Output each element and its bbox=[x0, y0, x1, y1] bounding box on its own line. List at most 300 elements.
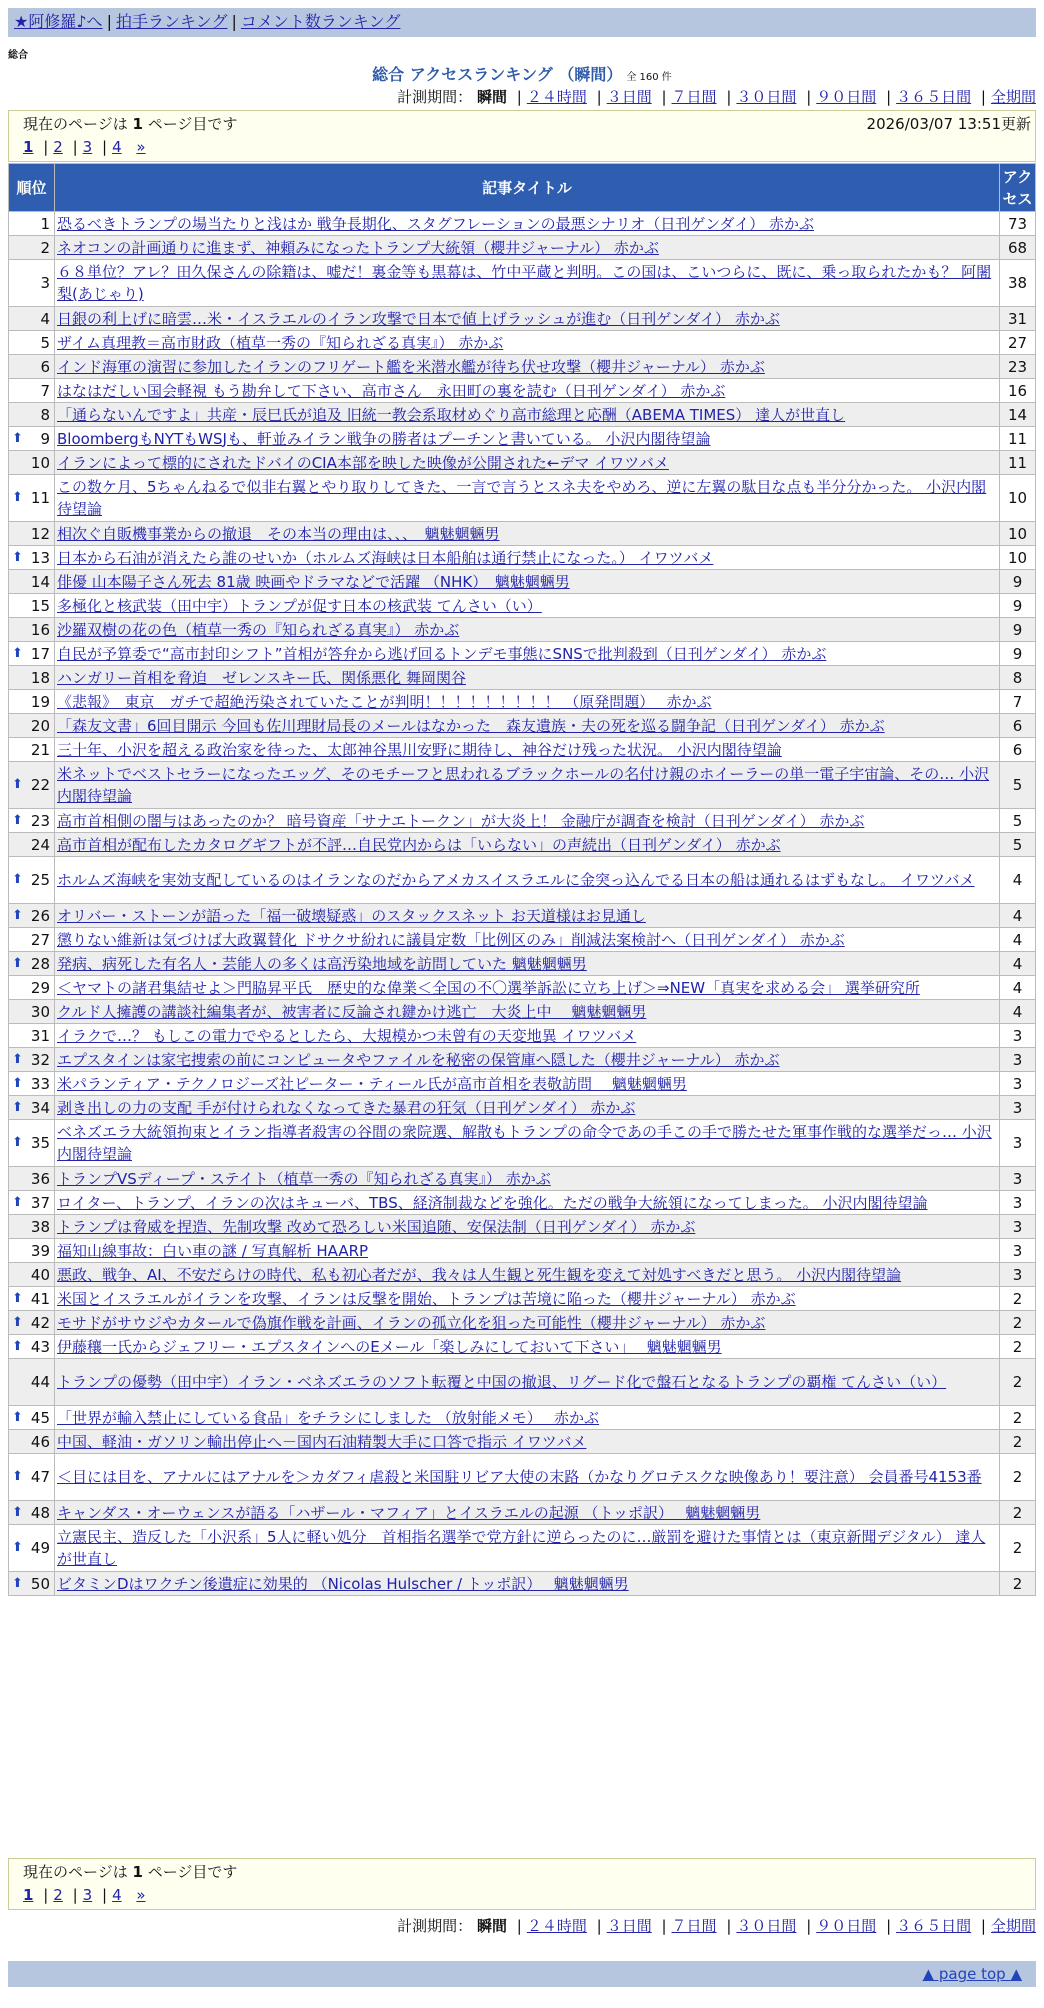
article-title-link[interactable]: 懲りない維新は気づけば大政翼賛化 ドサクサ紛れに議員定数「比例区のみ」削減法案検討へ（日刊ゲンダイ） 赤かぶ bbox=[57, 930, 845, 949]
period-link-3d[interactable]: ３日間 bbox=[606, 88, 652, 106]
rank-number: 21 bbox=[30, 740, 50, 759]
table-row bbox=[9, 594, 1036, 618]
article-title-link[interactable]: 自民が予算委で“高市封印シフト”首相が答弁から逃げ回るトンデモ事態にSNSで批判殺到（日刊ゲンダイ） 赤かぶ bbox=[57, 644, 827, 663]
article-title-link[interactable]: ホルムズ海峡を実効支配しているのはイランなのだからアメカスイスラエルに金突っ込んでる日本の船は通れるはずもなし。 イワツバメ bbox=[57, 871, 975, 889]
article-title-link[interactable]: トランプの優勢（田中宇）イラン・ベネズエラのソフト転覆と中国の撤退、リグード化で盤石となるトランプの覇権 てんさい（い） bbox=[57, 1373, 947, 1391]
rank-number: 24 bbox=[30, 835, 50, 854]
access-count: 11 bbox=[1000, 427, 1036, 451]
title-cell bbox=[55, 1501, 1000, 1525]
rank-number: 22 bbox=[30, 776, 50, 794]
rank-number: 12 bbox=[30, 524, 50, 543]
period-label: 計測期間： bbox=[397, 88, 473, 106]
title-cell bbox=[55, 1359, 1000, 1406]
rank-cell bbox=[9, 904, 55, 928]
period-link-90d[interactable]: ９０日間 bbox=[816, 88, 877, 106]
page-title-text: 総合 アクセスランキング （瞬間） bbox=[372, 65, 623, 84]
title-cell bbox=[55, 570, 1000, 594]
rank-number: 45 bbox=[30, 1408, 50, 1427]
table-row bbox=[9, 1406, 1036, 1430]
rank-number: 19 bbox=[30, 692, 50, 711]
access-count: 2 bbox=[1000, 1430, 1036, 1454]
title-cell bbox=[55, 976, 1000, 1000]
access-count: 2 bbox=[1000, 1572, 1036, 1596]
article-title-link[interactable]: 立憲民主、造反した「小沢系」5人に軽い処分 首相指名選挙で党方針に逆らったのに…厳罰を避けた事情とは（東京新聞デジタル） 達人が世直し bbox=[57, 1528, 986, 1568]
rank-up-arrow-icon: ⬆ bbox=[12, 872, 23, 887]
table-row bbox=[9, 1048, 1036, 1072]
rank-cell bbox=[9, 666, 55, 690]
rank-number: 44 bbox=[30, 1373, 50, 1391]
article-title-link[interactable]: 三十年、小沢を超える政治家を待った、太郎神谷黒川安野に期待し、神谷だけ残った状況。 小沢内閣待望論 bbox=[57, 740, 782, 759]
rank-cell bbox=[9, 1024, 55, 1048]
rank-cell bbox=[9, 307, 55, 331]
article-title-link[interactable]: インド海軍の演習に参加したイランのフリゲート艦を米潜水艦が待ち伏せ攻撃（櫻井ジャーナル） 赤かぶ bbox=[57, 357, 765, 376]
rank-cell bbox=[9, 642, 55, 666]
title-cell bbox=[55, 833, 1000, 857]
article-title-link[interactable]: モサドがサウジやカタールで偽旗作戦を計画、イランの孤立化を狙った可能性（櫻井ジャーナル） 赤かぶ bbox=[57, 1313, 766, 1332]
access-count: 7 bbox=[1000, 690, 1036, 714]
rank-cell bbox=[9, 1239, 55, 1263]
rank-up-arrow-icon: ⬆ bbox=[12, 549, 23, 565]
article-title-link[interactable]: 中国、軽油・ガソリン輸出停止へ－国内石油精製大手に口答で指示 イワツバメ bbox=[57, 1432, 587, 1451]
article-title-link[interactable]: この数ケ月、5ちゃんねるで似非右翼とやり取りしてきた、一言で言うとスネ夫をやめろ、逆に左翼の駄目な点も半分分かった。 小沢内閣待望論 bbox=[57, 478, 987, 518]
page-link-4[interactable]: 4 bbox=[112, 1886, 122, 1904]
table-row bbox=[9, 1215, 1036, 1239]
rank-number: 46 bbox=[30, 1432, 50, 1451]
title-cell bbox=[55, 1239, 1000, 1263]
rank-number: 17 bbox=[30, 644, 50, 663]
access-count: 2 bbox=[1000, 1335, 1036, 1359]
access-count: 3 bbox=[1000, 1120, 1036, 1167]
period-current: 瞬間 bbox=[476, 88, 507, 106]
rank-number: 39 bbox=[30, 1241, 50, 1260]
rank-cell bbox=[9, 809, 55, 833]
article-title-link[interactable]: ハンガリー首相を脅迫 ゼレンスキー氏、関係悪化 舞岡関谷 bbox=[57, 668, 466, 687]
table-row bbox=[9, 379, 1036, 403]
title-cell bbox=[55, 212, 1000, 236]
article-title-link[interactable]: イラクで…？ もしこの電力でやるとしたら、大規模かつ未曾有の天変地異 イワツバメ bbox=[57, 1026, 637, 1045]
rank-number: 29 bbox=[30, 978, 50, 997]
rank-cell bbox=[9, 427, 55, 451]
access-count: 10 bbox=[1000, 546, 1036, 570]
current-page-number: 1 bbox=[132, 1863, 143, 1881]
article-title-link[interactable]: 剥き出しの力の支配 手が付けられなくなってきた暴君の狂気（日刊ゲンダイ） 赤かぶ bbox=[57, 1098, 636, 1117]
page-info-top bbox=[8, 110, 1036, 162]
title-cell bbox=[55, 1024, 1000, 1048]
period-link-30d[interactable]: ３０日間 bbox=[736, 1917, 797, 1935]
rank-cell bbox=[9, 1359, 55, 1406]
article-title-link[interactable]: 高市首相が配布したカタログギフトが不評…自民党内からは「いらない」の声続出（日刊ゲンダイ） 赤かぶ bbox=[57, 835, 781, 854]
rank-number: 31 bbox=[30, 1026, 50, 1045]
title-cell bbox=[55, 1000, 1000, 1024]
article-title-link[interactable]: ザイム真理教＝高市財政（植草一秀の『知られざる真実』） 赤かぶ bbox=[57, 333, 504, 352]
rank-cell bbox=[9, 714, 55, 738]
table-row bbox=[9, 427, 1036, 451]
access-count: 2 bbox=[1000, 1287, 1036, 1311]
title-cell bbox=[55, 642, 1000, 666]
table-row bbox=[9, 1191, 1036, 1215]
title-cell bbox=[55, 1191, 1000, 1215]
table-row bbox=[9, 451, 1036, 475]
table-row bbox=[9, 738, 1036, 762]
article-title-link[interactable]: 伊藤穰一氏からジェフリー・エプスタインへのEメール「楽しみにしておいて下さい」 魑魅魍魎男 bbox=[57, 1337, 722, 1356]
title-cell bbox=[55, 1406, 1000, 1430]
article-title-link[interactable]: トランプは脅威を捏造、先制攻撃 改めて恐ろしい米国追随、安保法制（日刊ゲンダイ） 赤かぶ bbox=[57, 1217, 696, 1236]
nav-link-applause-ranking[interactable]: 拍手ランキング bbox=[115, 12, 228, 31]
page-link-1[interactable]: 1 bbox=[23, 138, 34, 156]
rank-cell bbox=[9, 260, 55, 307]
table-row bbox=[9, 1000, 1036, 1024]
ranking-table bbox=[8, 163, 1036, 1596]
rank-number: 34 bbox=[30, 1098, 50, 1117]
table-row bbox=[9, 976, 1036, 1000]
table-row bbox=[9, 212, 1036, 236]
article-title-link[interactable]: 相次ぐ自販機事業からの撤退 その本当の理由は、、、 魑魅魍魎男 bbox=[57, 524, 500, 543]
nav-link-asyura-home[interactable]: ★阿修羅♪へ bbox=[14, 12, 103, 31]
rank-number: 35 bbox=[30, 1134, 50, 1152]
rank-number: 15 bbox=[30, 596, 50, 615]
rank-number: 4 bbox=[40, 309, 50, 328]
article-title-link[interactable]: ＜ヤマトの諸君集結せよ＞門脇昇平氏 歴史的な偉業＜全国の不〇選挙訴訟に立ち上げ＞⇒NEW「真実を求める会」 選挙研究所 bbox=[57, 978, 920, 997]
header-title: 記事タイトル bbox=[55, 164, 1000, 212]
title-cell bbox=[55, 1048, 1000, 1072]
rank-number: 20 bbox=[30, 716, 50, 735]
rank-up-arrow-icon: ⬆ bbox=[12, 1575, 23, 1591]
title-cell bbox=[55, 1215, 1000, 1239]
rank-number: 40 bbox=[30, 1265, 50, 1284]
title-cell bbox=[55, 1263, 1000, 1287]
table-row bbox=[9, 546, 1036, 570]
article-title-link[interactable]: クルド人擁護の講談社編集者が、被害者に反論され鍵かけ逃亡 大炎上中 魑魅魍魎男 bbox=[57, 1002, 647, 1021]
article-title-link[interactable]: イランによって標的にされたドバイのCIA本部を映した映像が公開された←デマ イワツバメ bbox=[57, 453, 669, 472]
rank-cell bbox=[9, 1430, 55, 1454]
rank-cell bbox=[9, 1501, 55, 1525]
table-row bbox=[9, 475, 1036, 522]
rank-cell bbox=[9, 976, 55, 1000]
access-count: 3 bbox=[1000, 1024, 1036, 1048]
access-count: 8 bbox=[1000, 666, 1036, 690]
table-row bbox=[9, 618, 1036, 642]
article-title-link[interactable]: 恐るべきトランプの場当たりと浅はか 戦争長期化、スタグフレーションの最悪シナリオ（日刊ゲンダイ） 赤かぶ bbox=[57, 214, 814, 233]
article-title-link[interactable]: 悪政、戦争、AI、不安だらけの時代、私も初心者だが、我々は人生観と死生観を変えて対処すべきだと思う。 小沢内閣待望論 bbox=[57, 1265, 902, 1284]
table-row bbox=[9, 1287, 1036, 1311]
access-count: 3 bbox=[1000, 1239, 1036, 1263]
rank-number: 37 bbox=[30, 1193, 50, 1212]
category-label: 総合 bbox=[8, 50, 28, 61]
access-count: 10 bbox=[1000, 522, 1036, 546]
rank-cell bbox=[9, 403, 55, 427]
table-row bbox=[9, 690, 1036, 714]
rank-cell bbox=[9, 1120, 55, 1167]
page-top-link[interactable]: ▲ page top ▲ bbox=[922, 1965, 1022, 1983]
rank-cell bbox=[9, 331, 55, 355]
article-title-link[interactable]: ロイター、トランプ、イランの次はキューバ、TBS、経済制裁などを強化。ただの戦争大統領になってしまった。 小沢内閣待望論 bbox=[57, 1193, 928, 1212]
title-cell bbox=[55, 307, 1000, 331]
table-row bbox=[9, 1572, 1036, 1596]
pagination-bottom: 1 | 2 | 3 | 4 » bbox=[23, 1886, 146, 1904]
access-count: 3 bbox=[1000, 1167, 1036, 1191]
rank-cell bbox=[9, 1191, 55, 1215]
article-title-link[interactable]: 発病、病死した有名人・芸能人の多くは高汚染地域を訪問していた 魑魅魍魎男 bbox=[57, 954, 587, 973]
access-count: 10 bbox=[1000, 475, 1036, 522]
article-title-link[interactable]: 「森友文書」6回目開示 今回も佐川理財局長のメールはなかった 森友遺族・夫の死を巡る闘争記（日刊ゲンダイ） 赤かぶ bbox=[57, 716, 885, 735]
table-row bbox=[9, 952, 1036, 976]
rank-cell bbox=[9, 738, 55, 762]
rank-cell bbox=[9, 379, 55, 403]
period-link-90d[interactable]: ９０日間 bbox=[816, 1917, 877, 1935]
total-count: 全 160 件 bbox=[626, 72, 672, 83]
page-link-1[interactable]: 1 bbox=[23, 1886, 34, 1904]
rank-up-arrow-icon: ⬆ bbox=[12, 907, 23, 923]
access-count: 4 bbox=[1000, 976, 1036, 1000]
rank-number: 28 bbox=[30, 954, 50, 973]
access-count: 73 bbox=[1000, 212, 1036, 236]
access-count: 4 bbox=[1000, 928, 1036, 952]
article-title-link[interactable]: 高市首相側の闇与はあったのか？ 暗号資産「サナエトークン」が大炎上！ 金融庁が調査を検討（日刊ゲンダイ） 赤かぶ bbox=[57, 811, 865, 830]
title-cell bbox=[55, 1287, 1000, 1311]
article-title-link[interactable]: 「通らないんですよ」共産・辰巳氏が追及 旧統一教会系取材めぐり高市総理と応酬（ABEMA TIMES） 達人が世直し bbox=[57, 405, 846, 424]
article-title-link[interactable]: 日銀の利上げに暗雲…米・イスラエルのイラン攻撃で日本で値上げラッシュが進む（日刊ゲンダイ） 赤かぶ bbox=[57, 309, 780, 328]
period-selector-bottom: 計測期間： 瞬間 | ２４時間 | ３日間 | ７日間 | ３０日間 | ９０日間 | ３６５日間 | 全期間 bbox=[397, 1917, 1036, 1935]
rank-up-arrow-icon: ⬆ bbox=[12, 1099, 23, 1115]
title-cell bbox=[55, 762, 1000, 809]
table-row bbox=[9, 1096, 1036, 1120]
title-cell bbox=[55, 475, 1000, 522]
rank-number: 3 bbox=[40, 274, 50, 292]
table-row bbox=[9, 1263, 1036, 1287]
article-title-link[interactable]: BloombergもNYTもWSJも、軒並みイラン戦争の勝者はプーチンと書いている。 小沢内閣待望論 bbox=[57, 429, 711, 448]
access-count: 6 bbox=[1000, 738, 1036, 762]
article-title-link[interactable]: 俳優 山本陽子さん死去 81歳 映画やドラマなどで活躍 （NHK） 魑魅魍魎男 bbox=[57, 572, 570, 591]
rank-cell bbox=[9, 522, 55, 546]
article-title-link[interactable]: ネオコンの計画通りに進まず、神頼みになったトランプ大統領（櫻井ジャーナル） 赤かぶ bbox=[57, 238, 659, 257]
table-row bbox=[9, 1525, 1036, 1572]
rank-cell bbox=[9, 1406, 55, 1430]
title-cell bbox=[55, 1430, 1000, 1454]
rank-up-arrow-icon: ⬆ bbox=[12, 1194, 23, 1210]
table-row bbox=[9, 1072, 1036, 1096]
table-row bbox=[9, 355, 1036, 379]
table-row bbox=[9, 857, 1036, 904]
rank-cell bbox=[9, 1572, 55, 1596]
period-link-7d[interactable]: ７日間 bbox=[671, 1917, 717, 1935]
title-cell bbox=[55, 1311, 1000, 1335]
period-link-all[interactable]: 全期間 bbox=[990, 1917, 1036, 1935]
access-count: 2 bbox=[1000, 1454, 1036, 1501]
table-row bbox=[9, 1335, 1036, 1359]
article-title-link[interactable]: 福知山線事故：白い車の謎 / 写真解析 HAARP bbox=[57, 1241, 369, 1260]
access-count: 5 bbox=[1000, 762, 1036, 809]
title-cell bbox=[55, 236, 1000, 260]
title-cell bbox=[55, 690, 1000, 714]
access-count: 27 bbox=[1000, 331, 1036, 355]
rank-number: 5 bbox=[40, 333, 50, 352]
page-link-2[interactable]: 2 bbox=[53, 1886, 63, 1904]
table-row bbox=[9, 260, 1036, 307]
access-count: 11 bbox=[1000, 451, 1036, 475]
rank-number: 18 bbox=[30, 668, 50, 687]
article-title-link[interactable]: 米ネットでベストセラーになったエッグ、そのモチーフと思われるブラックホールの名付け親のホイーラーの単一電子宇宙論、その… 小沢内閣待望論 bbox=[57, 765, 990, 805]
period-link-365d[interactable]: ３６５日間 bbox=[896, 88, 972, 106]
article-title-link[interactable]: 沙羅双樹の花の色（植草一秀の『知られざる真実』） 赤かぶ bbox=[57, 620, 460, 639]
article-title-link[interactable]: ６８単位？アレ？田久保さんの除籍は、嘘だ！裏金等も黒幕は、竹中平蔵と判明。この国は、こいつらに、既に、乗っ取られたかも？ 阿闍梨(あじゃり) bbox=[57, 263, 992, 303]
rank-cell bbox=[9, 1167, 55, 1191]
title-cell bbox=[55, 260, 1000, 307]
rank-cell bbox=[9, 833, 55, 857]
rank-number: 7 bbox=[40, 381, 50, 400]
period-link-7d[interactable]: ７日間 bbox=[671, 88, 717, 106]
rank-cell bbox=[9, 928, 55, 952]
access-count: 3 bbox=[1000, 1072, 1036, 1096]
rank-cell bbox=[9, 1311, 55, 1335]
page-link-3[interactable]: 3 bbox=[82, 1886, 93, 1904]
period-link-24h[interactable]: ２４時間 bbox=[526, 1917, 587, 1935]
title-cell bbox=[55, 403, 1000, 427]
table-row bbox=[9, 570, 1036, 594]
title-cell bbox=[55, 666, 1000, 690]
article-title-link[interactable]: 米パランティア・テクノロジーズ社ピーター・ティール氏が高市首相を表敬訪問 魑魅魍魎男 bbox=[57, 1074, 687, 1093]
access-count: 4 bbox=[1000, 904, 1036, 928]
title-cell bbox=[55, 451, 1000, 475]
nav-link-comment-ranking[interactable]: コメント数ランキング bbox=[240, 12, 401, 31]
nav-separator: | bbox=[231, 12, 237, 31]
rank-cell bbox=[9, 1215, 55, 1239]
page-next-link[interactable]: » bbox=[136, 1886, 146, 1904]
access-count: 2 bbox=[1000, 1406, 1036, 1430]
title-cell bbox=[55, 1167, 1000, 1191]
title-cell bbox=[55, 809, 1000, 833]
rank-number: 48 bbox=[30, 1503, 50, 1522]
title-cell bbox=[55, 594, 1000, 618]
rank-number: 27 bbox=[30, 930, 50, 949]
rank-up-arrow-icon: ⬆ bbox=[12, 490, 23, 505]
rank-cell bbox=[9, 355, 55, 379]
page-link-2[interactable]: 2 bbox=[53, 138, 63, 156]
title-cell bbox=[55, 904, 1000, 928]
period-link-24h[interactable]: ２４時間 bbox=[526, 88, 587, 106]
title-cell bbox=[55, 952, 1000, 976]
access-count: 68 bbox=[1000, 236, 1036, 260]
rank-number: 26 bbox=[30, 906, 50, 925]
article-title-link[interactable]: オリバー・ストーンが語った「福一破壊疑惑」のスタックスネット お天道様はお見通し bbox=[57, 906, 646, 925]
access-count: 3 bbox=[1000, 1096, 1036, 1120]
period-link-3d[interactable]: ３日間 bbox=[606, 1917, 652, 1935]
table-row bbox=[9, 1454, 1036, 1501]
rank-number: 30 bbox=[30, 1002, 50, 1021]
rank-cell bbox=[9, 1287, 55, 1311]
rank-number: 14 bbox=[30, 572, 50, 591]
access-count: 2 bbox=[1000, 1525, 1036, 1572]
rank-number: 25 bbox=[30, 871, 50, 889]
rank-cell bbox=[9, 1072, 55, 1096]
rank-cell bbox=[9, 236, 55, 260]
table-row bbox=[9, 666, 1036, 690]
access-count: 14 bbox=[1000, 403, 1036, 427]
article-title-link[interactable]: 《悲報》 東京 ガチで超絶汚染されていたことが判明！！！！！！！！！ （原発問題） 赤かぶ bbox=[57, 692, 712, 711]
access-count: 9 bbox=[1000, 594, 1036, 618]
title-cell bbox=[55, 1572, 1000, 1596]
page-link-3[interactable]: 3 bbox=[82, 138, 93, 156]
article-title-link[interactable]: 米国とイスラエルがイランを攻撃、イランは反撃を開始、トランプは苦境に陥った（櫻井ジャーナル） 赤かぶ bbox=[57, 1289, 796, 1308]
rank-number: 42 bbox=[30, 1313, 50, 1332]
rank-cell bbox=[9, 1096, 55, 1120]
access-count: 9 bbox=[1000, 570, 1036, 594]
rank-cell bbox=[9, 1525, 55, 1572]
access-count: 31 bbox=[1000, 307, 1036, 331]
table-row bbox=[9, 1120, 1036, 1167]
rank-cell bbox=[9, 857, 55, 904]
title-cell bbox=[55, 522, 1000, 546]
period-label: 計測期間： bbox=[397, 1917, 473, 1935]
table-row bbox=[9, 1167, 1036, 1191]
access-count: 23 bbox=[1000, 355, 1036, 379]
title-cell bbox=[55, 714, 1000, 738]
rank-number: 41 bbox=[30, 1289, 50, 1308]
table-row bbox=[9, 809, 1036, 833]
article-title-link[interactable]: 「世界が輸入禁止にしている食品」をチラシにしました （放射能メモ） 赤かぶ bbox=[57, 1408, 600, 1427]
page-link-4[interactable]: 4 bbox=[112, 138, 122, 156]
table-row bbox=[9, 714, 1036, 738]
access-count: 16 bbox=[1000, 379, 1036, 403]
rank-number: 2 bbox=[40, 238, 50, 257]
rank-cell bbox=[9, 952, 55, 976]
table-row bbox=[9, 1501, 1036, 1525]
updated-time: 2026/03/07 13:51更新 bbox=[866, 115, 1031, 133]
rank-up-arrow-icon: ⬆ bbox=[12, 955, 23, 971]
rank-number: 38 bbox=[30, 1217, 50, 1236]
article-title-link[interactable]: トランプVSディープ・ステイト（植草一秀の『知られざる真実』） 赤かぶ bbox=[57, 1169, 551, 1188]
rank-number: 50 bbox=[30, 1574, 50, 1593]
header-access: アクセス bbox=[1000, 164, 1036, 212]
article-title-link[interactable]: はなはだしい国会軽視 もう勘弁して下さい、高市さん 永田町の裏を読む（日刊ゲンダイ） 赤かぶ bbox=[57, 381, 726, 400]
period-link-all[interactable]: 全期間 bbox=[990, 88, 1036, 106]
rank-up-arrow-icon: ⬆ bbox=[12, 1290, 23, 1306]
rank-cell bbox=[9, 762, 55, 809]
title-cell bbox=[55, 546, 1000, 570]
article-title-link[interactable]: キャンダス・オーウェンスが語る「ハザール・マフィア」とイスラエルの起源 （トッポ訳） 魑魅魍魎男 bbox=[57, 1503, 761, 1522]
rank-up-arrow-icon: ⬆ bbox=[12, 1051, 23, 1067]
title-cell bbox=[55, 1454, 1000, 1501]
rank-cell bbox=[9, 618, 55, 642]
article-title-link[interactable]: 日本から石油が消えたら誰のせいか（ホルムズ海峡は日本船舶は通行禁止になった。） イワツバメ bbox=[57, 548, 714, 567]
period-link-30d[interactable]: ３０日間 bbox=[736, 88, 797, 106]
rank-up-arrow-icon: ⬆ bbox=[12, 1135, 23, 1150]
access-count: 4 bbox=[1000, 952, 1036, 976]
rank-up-arrow-icon: ⬆ bbox=[12, 812, 23, 828]
rank-up-arrow-icon: ⬆ bbox=[12, 430, 23, 446]
rank-cell bbox=[9, 451, 55, 475]
table-row bbox=[9, 1024, 1036, 1048]
access-count: 9 bbox=[1000, 642, 1036, 666]
nav-separator: | bbox=[106, 12, 112, 31]
rank-number: 49 bbox=[30, 1539, 50, 1557]
title-cell bbox=[55, 427, 1000, 451]
rank-up-arrow-icon: ⬆ bbox=[12, 1409, 23, 1425]
article-title-link[interactable]: エプスタインは家宅捜索の前にコンピュータやファイルを秘密の保管庫へ隠した（櫻井ジャーナル） 赤かぶ bbox=[57, 1050, 780, 1069]
page-next-link[interactable]: » bbox=[136, 138, 146, 156]
table-row bbox=[9, 833, 1036, 857]
bottom-bar bbox=[8, 1961, 1036, 1987]
table-row bbox=[9, 642, 1036, 666]
article-title-link[interactable]: 多極化と核武装（田中宇）トランプが促す日本の核武装 てんさい（い） bbox=[57, 596, 542, 615]
rank-up-arrow-icon: ⬆ bbox=[12, 1338, 23, 1354]
rank-up-arrow-icon: ⬆ bbox=[12, 1075, 23, 1091]
article-title-link[interactable]: ＜目には目を、アナルにはアナルを＞カダフィ虐殺と米国駐リビア大使の末路（かなりグロテスクな映像あり！要注意） 会員番号4153番 bbox=[57, 1468, 982, 1486]
current-page-text: 現在のページは 1 ページ目です bbox=[23, 1863, 238, 1881]
title-cell bbox=[55, 928, 1000, 952]
period-link-365d[interactable]: ３６５日間 bbox=[896, 1917, 972, 1935]
article-title-link[interactable]: ベネズエラ大統領拘束とイラン指導者殺害の谷間の衆院選、解散もトランプの命令であの手この手で勝たせた軍事作戦的な選挙だっ… 小沢内閣待望論 bbox=[57, 1123, 992, 1163]
article-title-link[interactable]: ビタミンDはワクチン後遺症に効果的 （Nicolas Hulscher / トッポ訳） 魑魅魍魎男 bbox=[57, 1574, 629, 1593]
